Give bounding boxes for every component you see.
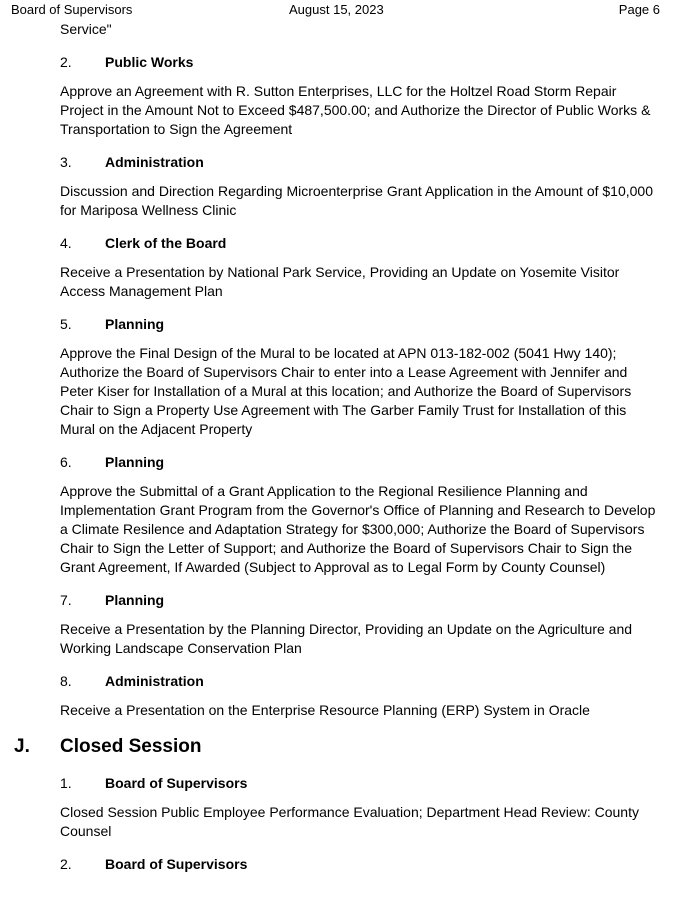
item-description: Discussion and Direction Regarding Microenterprise Grant Application in the Amount of $10,000 for Mariposa Wellness Clinic [60, 183, 653, 218]
header-meeting-date: August 15, 2023 [289, 2, 384, 17]
agenda-item-heading [60, 453, 680, 472]
item-description: Receive a Presentation on the Enterprise Resource Planning (ERP) System in Oracle [60, 702, 590, 718]
agenda-item-heading [60, 53, 680, 72]
agenda-item-heading [60, 153, 680, 172]
item-number: 2. [60, 856, 72, 872]
header-board-name: Board of Supervisors [11, 2, 133, 17]
item-department: Administration [105, 673, 204, 689]
item-description: Closed Session Public Employee Performance Evaluation; Department Head Review: County Counsel [60, 804, 639, 839]
item-number: 4. [60, 235, 72, 251]
section-heading [0, 734, 680, 760]
item-number: 6. [60, 454, 72, 470]
item-department: Planning [105, 316, 165, 332]
section-title: Closed Session [60, 736, 202, 757]
continued-text: Service" [60, 21, 112, 37]
item-number: 1. [60, 775, 72, 791]
item-department: Planning [105, 592, 165, 608]
agenda-content [0, 20, 680, 874]
item-number: 2. [60, 54, 72, 70]
item-description: Approve the Submittal of a Grant Application to the Regional Resilience Planning and Implementation Grant Program from the Governor's Office of Planning and Research to Develop a Climate Resilence and Adaptation Strategy for $300,000; Authorize the Board of Supervisors Chair to Sign the Letter of Support; and Authorize the Board of Supervisors Chair to Sign the Grant Agreement, If Awarded (Subject to Approval as to Legal Form by County Counsel) [60, 483, 656, 575]
page-header [0, 0, 680, 20]
item-department: Board of Supervisors [105, 775, 248, 791]
item-description: Approve the Final Design of the Mural to be located at APN 013-182-002 (5041 Hwy 140); Authorize the Board of Supervisors Chair to enter into a Lease Agreement with Jennifer and Peter Kiser for Installation of a Mural at this location; and Authorize the Board of Supervisors Chair to Sign a Property Use Agreement with The Garber Family Trust for Installation of this Mural on the Adjacent Property [60, 345, 632, 437]
item-department: Planning [105, 454, 165, 470]
agenda-item-heading [60, 234, 680, 253]
item-number: 7. [60, 592, 72, 608]
agenda-item-heading [60, 315, 680, 334]
item-description: Receive a Presentation by the Planning Director, Providing an Update on the Agriculture and Working Landscape Conservation Plan [60, 621, 633, 656]
section-letter: J. [14, 736, 30, 757]
item-department: Administration [105, 154, 204, 170]
item-number: 5. [60, 316, 72, 332]
header-page-number: Page 6 [618, 2, 660, 17]
item-description: Receive a Presentation by National Park Service, Providing an Update on Yosemite Visitor Access Management Plan [60, 264, 620, 299]
agenda-item-heading [60, 672, 680, 691]
item-number: 8. [60, 673, 72, 689]
item-description: Approve an Agreement with R. Sutton Enterprises, LLC for the Holtzel Road Storm Repair Project in the Amount Not to Exceed $487,500.00; and Authorize the Director of Public Works & Transportation to Sign the Agreement [60, 83, 651, 137]
agenda-item-heading [60, 855, 680, 874]
item-department: Public Works [105, 54, 194, 70]
agenda-item-heading [60, 591, 680, 610]
item-number: 3. [60, 154, 72, 170]
item-department: Board of Supervisors [105, 856, 248, 872]
agenda-item-heading [60, 774, 680, 793]
item-department: Clerk of the Board [105, 235, 227, 251]
